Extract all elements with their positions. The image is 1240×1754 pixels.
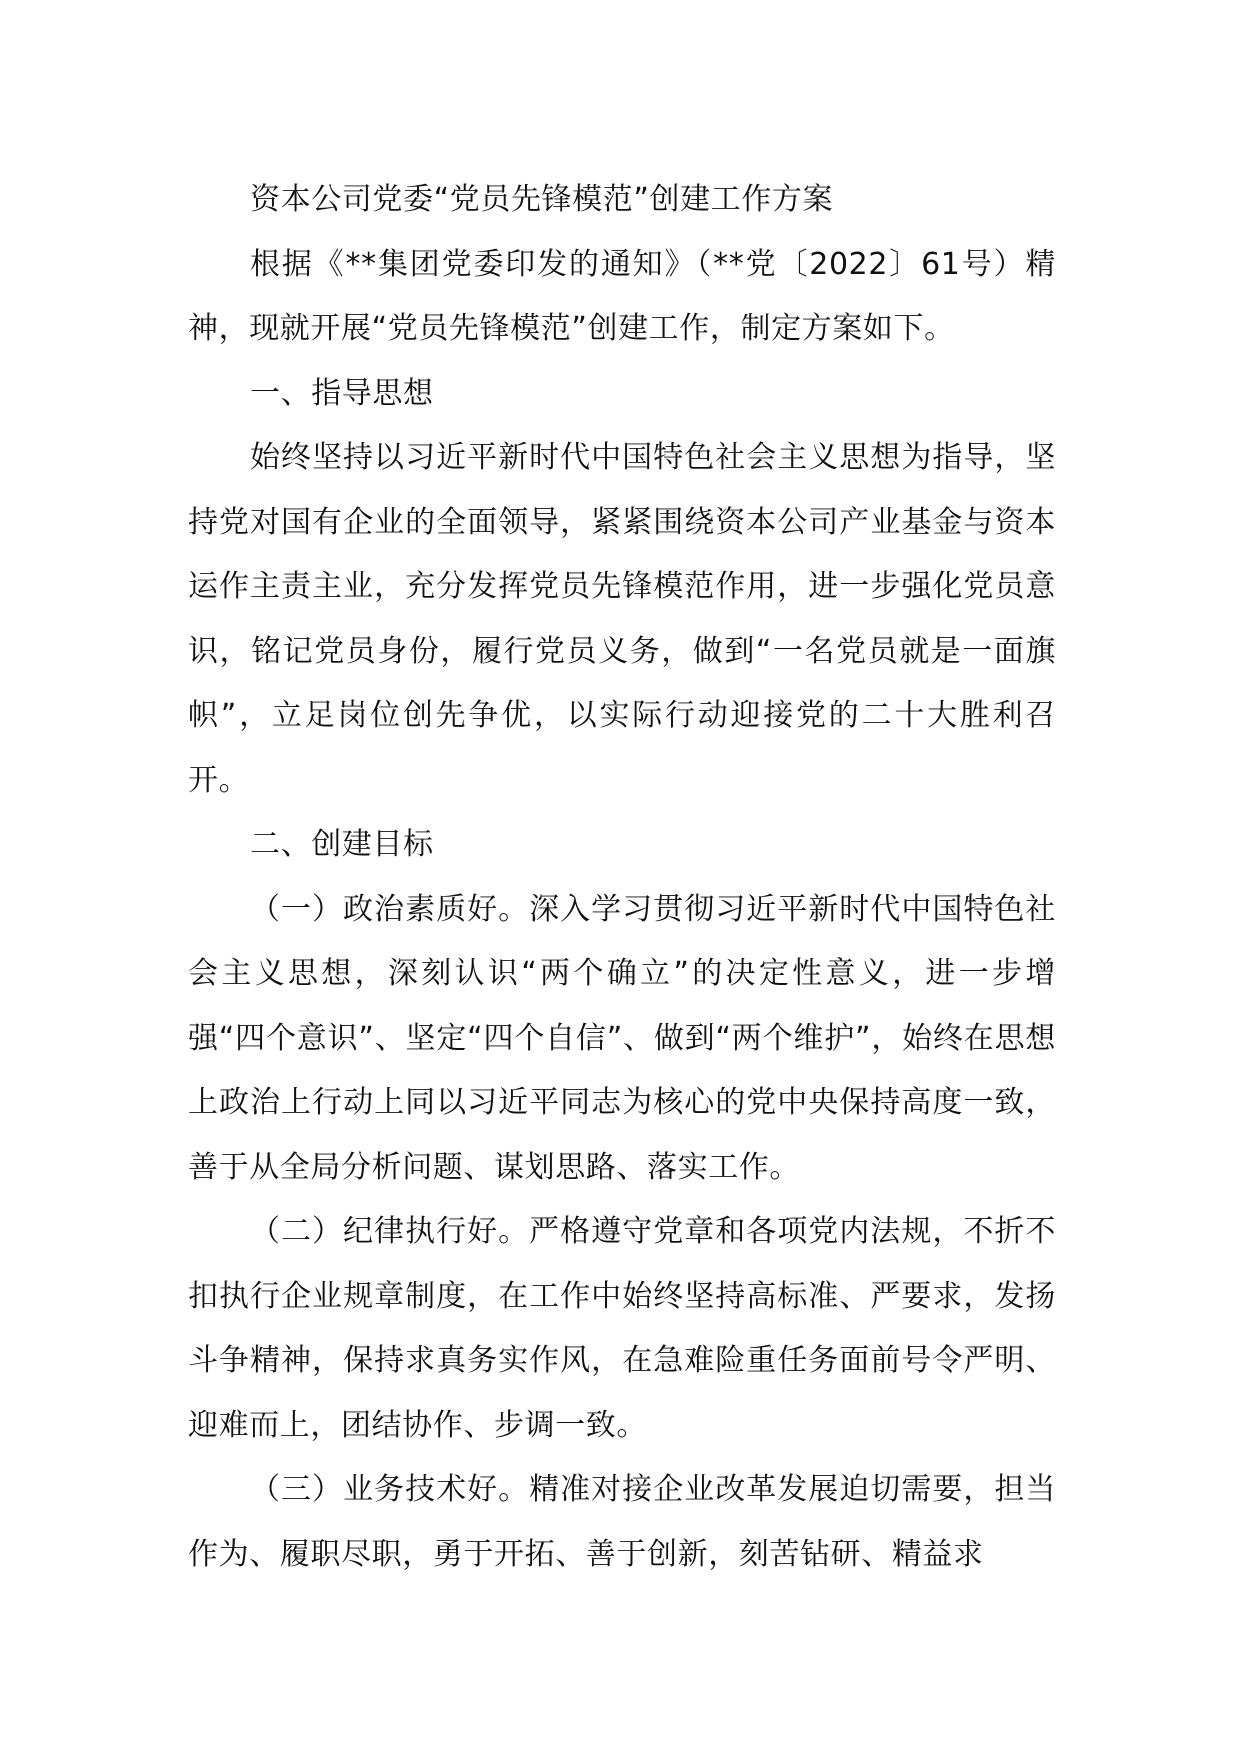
intro-paragraph: 根据《**集团党委印发的通知》（**党〔2022〕61号）精神，现就开展“党员先锋模范”创建工作，制定方案如下。 — [188, 246, 1056, 346]
goal-technical-skill: （三）业务技术好。精准对接企业改革发展迫切需要，担当作为、履职尽职，勇于开拓、善于创新，刻苦钻研、精益求 — [188, 1472, 1056, 1572]
section-heading-goals: 二、创建目标 — [250, 827, 434, 862]
document-title: 资本公司党委“党员先锋模范”创建工作方案 — [250, 182, 834, 217]
document-body — [188, 168, 1056, 1587]
goal-discipline: （二）纪律执行好。严格遵守党章和各项党内法规，不折不扣执行企业规章制度，在工作中始终坚持高标准、严要求，发扬斗争精神，保持求真务实作风，在急难险重任务面前号令严明、迎难而上，团结协作、步调一致。 — [188, 1214, 1056, 1443]
section-heading-guiding-ideology: 一、指导思想 — [250, 375, 434, 411]
goal-political-quality: （一）政治素质好。深入学习贯彻习近平新时代中国特色社会主义思想，深刻认识“两个确立”的决定性意义，进一步增强“四个意识”、坚定“四个自信”、做到“两个维护”，始终在思想上政治上行动上同以习近平同志为核心的党中央保持高度一致，善于从全局分析问题、谋划思路、落实工作。 — [188, 891, 1056, 1185]
guiding-ideology-paragraph: 始终坚持以习近平新时代中国特色社会主义思想为指导，坚持党对国有企业的全面领导，紧紧围绕资本公司产业基金与资本运作主责主业，充分发挥党员先锋模范作用，进一步强化党员意识，铭记党员身份，履行党员义务，做到“一名党员就是一面旗帜”，立足岗位创先争优，以实际行动迎接党的二十大胜利召开。 — [188, 440, 1056, 798]
